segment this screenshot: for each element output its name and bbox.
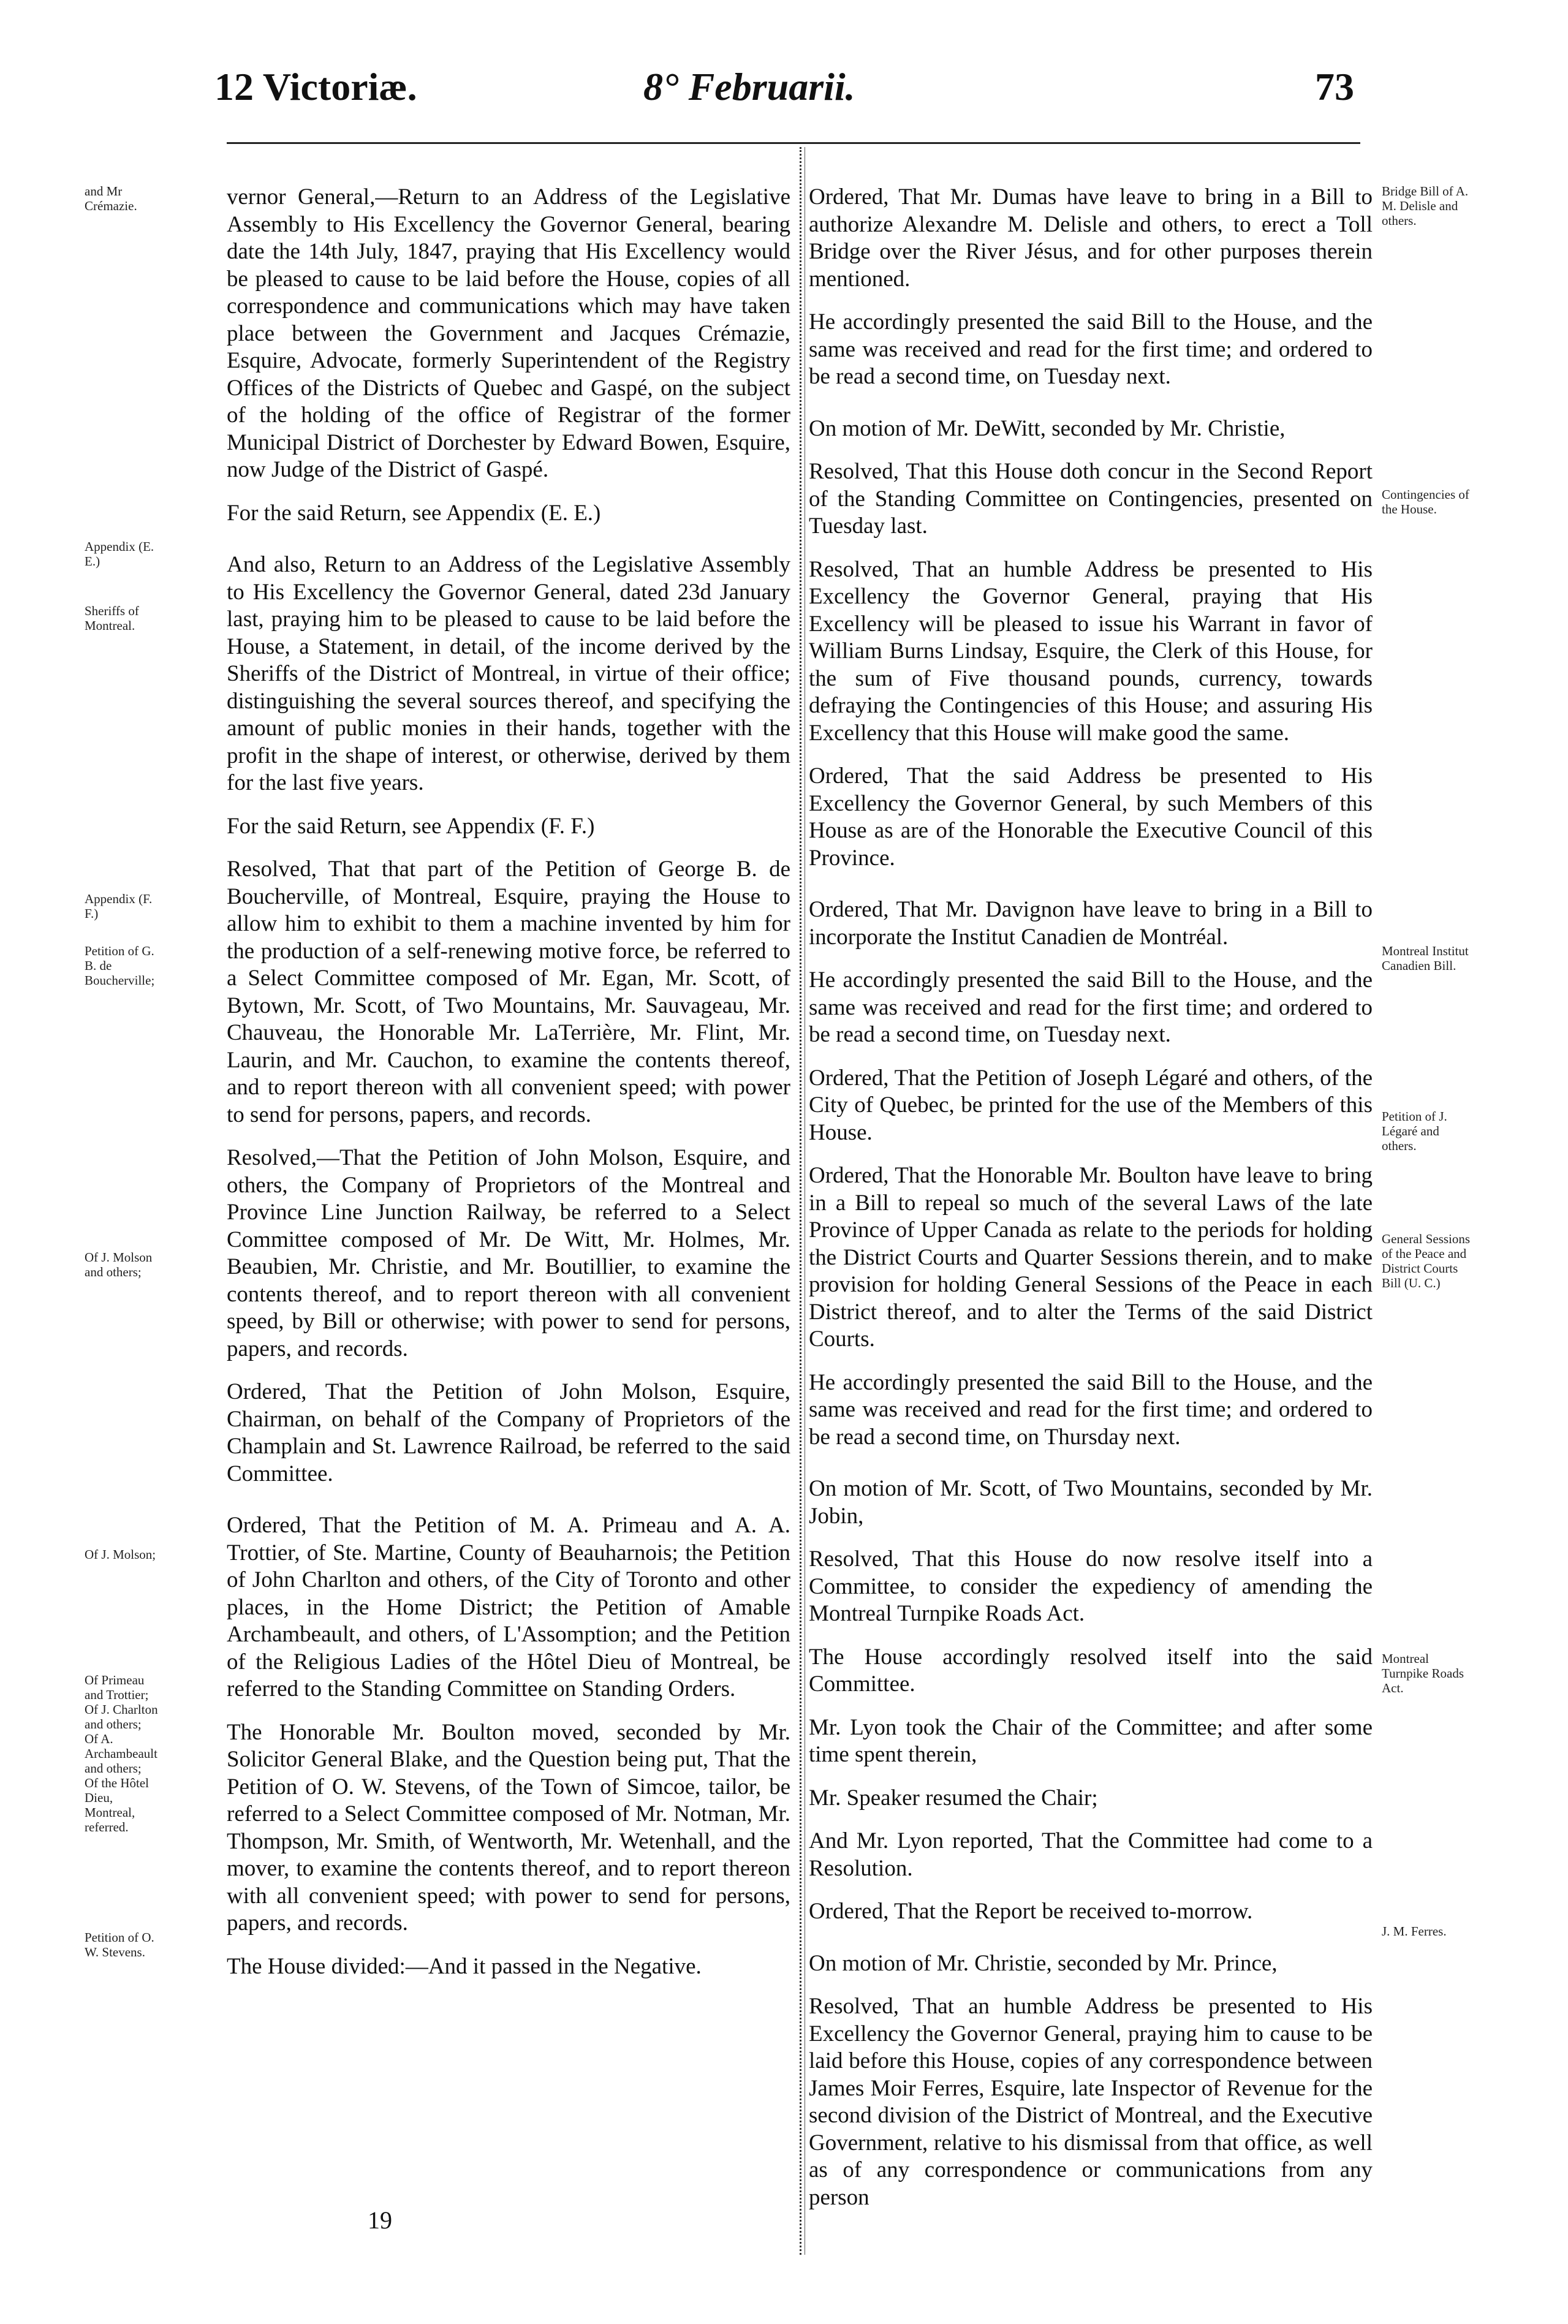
paragraph: vernor General,—Return to an Address of the Legislative Assembly to His Excellency the Governor General, bearing date the 14th July, 1847, praying that His Excellency would be pleased to cause to be laid before the House, copies of all correspondence and communications which may have taken place between the Government and Jacques Crémazie, Esquire, Advocate, formerly Superintendent of the Registry Offices of the Districts of Quebec and Gaspé, on the subject of the holding of the office of Registrar of the former Municipal District of Dorchester by Edward Bowen, Esquire, now Judge of the District of Gaspé. (227, 184, 790, 482)
paragraph: And Mr. Lyon reported, That the Committee had come to a Resolution. (809, 1828, 1373, 1881)
paragraph: The House accordingly resolved itself into the said Committee. (809, 1644, 1373, 1697)
paragraph: He accordingly presented the said Bill to the House, and the same was received and read for the first time; and ordered to be read a second time, on Tuesday next. (809, 309, 1373, 389)
margin-note: Contingencies of the House. (1382, 487, 1469, 517)
paragraph: Resolved, That this House do now resolve itself into a Committee, to consider the expediency of amending the Montreal Turnpike Roads Act. (809, 1546, 1373, 1626)
paragraph: Mr. Lyon took the Chair of the Committee; and after some time spent therein, (809, 1714, 1373, 1767)
header-rule (227, 142, 1360, 144)
paragraph: Ordered, That the Petition of John Molson, Esquire, Chairman, on behalf of the Company of Proprietors of the Champlain and St. Lawrence Railroad, be referred to the said Committee. (227, 1379, 790, 1486)
running-title-left: 12 Victoriæ. (214, 65, 417, 108)
margin-note: Petition of G. B. de Boucherville; (85, 944, 155, 988)
margin-note: Of J. Molson; (85, 1547, 156, 1562)
margin-note: J. M. Ferres. (1382, 1924, 1447, 1939)
paragraph: On motion of Mr. Christie, seconded by Mr. Prince, (809, 1950, 1278, 1976)
paragraph: Ordered, That the Petition of Joseph Légaré and others, of the City of Quebec, be printed for the use of the Members of this House. (809, 1065, 1373, 1145)
margin-note: Montreal Institut Canadien Bill. (1382, 944, 1469, 973)
paragraph: Ordered, That the Honorable Mr. Boulton have leave to bring in a Bill to repeal so much of the several Laws of the late Province of Upper Canada as relate to the periods for holding the District Courts and Quarter Sessions therein, and to make provision for holding General Sessions of the Peace in each District thereof, and to alter the Terms of the said District Courts. (809, 1163, 1373, 1352)
paragraph: And also, Return to an Address of the Legislative Assembly to His Excellency the Governor General, dated 23d January last, praying him to be pleased to cause to be laid before the House, a Statement, in detail, of the income derived by the Sheriffs of the District of Montreal, in virtue of their office; distinguishing the several sources thereof, and specifying the amount of public monies in their hands, together with the profit in the shape of interest, or otherwise, derived by them for the last five years. (227, 552, 790, 795)
paragraph: Resolved, That an humble Address be presented to His Excellency the Governor General, praying him to cause to be laid before this House, copies of any correspondence between James Moir Ferres, Esquire, late Inspector of Revenue for the second division of the District of Montreal, and the Executive Government, relative to his dismissal from that office, as well as of any correspondence or communications from any person (809, 1994, 1373, 2210)
margin-note: Petition of J. Légaré and others. (1382, 1109, 1447, 1153)
paragraph: The House divided:—And it passed in the Negative. (227, 1953, 702, 1979)
paragraph: Resolved, That this House doth concur in the Second Report of the Standing Committee on Contingencies, presented on Tuesday last. (809, 459, 1373, 539)
margin-note: Bridge Bill of A. M. Delisle and others. (1382, 184, 1469, 228)
paragraph: Ordered, That the Petition of M. A. Primeau and A. A. Trottier, of Ste. Martine, County of Beauharnois; the Petition of John Charlton and others, of the City of Toronto and other places, in the Home District; the Petition of Amable Archambeault, and others, of L'Assomption; and the Petition of the Religious Ladies of the Hôtel Dieu of Montreal, be referred to the Standing Committee on Standing Orders. (227, 1513, 790, 1701)
paragraph: For the said Return, see Appendix (E. E.) (227, 500, 601, 526)
paragraph: Resolved, That that part of the Petition of George B. de Boucherville, of Montreal, Esquire, praying the House to allow him to exhibit to them a machine invented by him for the production of a self-renewing motive force, be referred to a Select Committee composed of Mr. Egan, Mr. Scott, of Bytown, Mr. Scott, of Two Mountains, Mr. Sauvageau, Mr. Chauveau, the Honorable Mr. LaTerrière, Mr. Flint, Mr. Laurin, and Mr. Cauchon, to examine the contents thereof, and to report thereon with all convenient speed; with power to send for persons, papers, and records. (227, 857, 790, 1127)
paragraph: On motion of Mr. DeWitt, seconded by Mr. Christie, (809, 415, 1286, 441)
paragraph: For the said Return, see Appendix (F. F.) (227, 813, 595, 839)
margin-note: General Sessions of the Peace and District Courts Bill (U. C.) (1382, 1232, 1471, 1290)
margin-note: Appendix (F. F.) (85, 891, 153, 921)
margin-note: Appendix (E. E.) (85, 539, 154, 569)
paragraph: He accordingly presented the said Bill to the House, and the same was received and read for the first time; and ordered to be read a second time, on Thursday next. (809, 1369, 1373, 1450)
paragraph: Ordered, That the Report be received to-morrow. (809, 1899, 1253, 1924)
margin-note: Of Primeau and Trottier; Of J. Charlton and others; Of A. Archambeault and others; Of the Hôtel Dieu, Montreal, referred. (85, 1673, 158, 1834)
left-column (227, 184, 790, 1996)
paragraph: Mr. Speaker resumed the Chair; (809, 1785, 1098, 1811)
margin-note: Montreal Turnpike Roads Act. (1382, 1651, 1464, 1695)
running-title-date: 8° Februarii. (643, 65, 855, 108)
page-number: 73 (1315, 65, 1354, 108)
paragraph: Ordered, That the said Address be presented to His Excellency the Governor General, by such Members of this House as are of the Honorable the Executive Council of this Province. (809, 763, 1373, 871)
paragraph: The Honorable Mr. Boulton moved, seconded by Mr. Solicitor General Blake, and the Question being put, That the Petition of O. W. Stevens, of the Town of Simcoe, tailor, be referred to a Select Committee composed of Mr. Notman, Mr. Thompson, Mr. Smith, of Wentworth, Mr. Wetenhall, and the mover, to examine the contents thereof, and to report thereon with all convenient speed; with power to send for persons, papers, and records. (227, 1719, 790, 1936)
paragraph: Ordered, That Mr. Dumas have leave to bring in a Bill to authorize Alexandre M. Delisle and others, to erect a Toll Bridge over the River Jésus, and for other purposes therein mentioned. (809, 184, 1373, 292)
margin-note: Sheriffs of Montreal. (85, 604, 139, 633)
paragraph: Resolved, That an humble Address be presented to His Excellency the Governor General, praying that His Excellency will be pleased to issue his Warrant in favor of William Burns Lindsay, Esquire, the Clerk of this House, for the sum of Five thousand pounds, currency, towards defraying the Contingencies of this House; and assuring His Excellency that this House will make good the same. (809, 556, 1373, 746)
paragraph: He accordingly presented the said Bill to the House, and the same was received and read for the first time; and ordered to be read a second time, on Tuesday next. (809, 967, 1373, 1047)
margin-note: Of J. Molson and others; (85, 1250, 153, 1279)
page-header (214, 64, 1354, 119)
signature-mark: 19 (368, 2206, 392, 2234)
margin-note: and Mr Crémazie. (85, 184, 137, 213)
margin-note: Petition of O. W. Stevens. (85, 1930, 154, 1959)
right-column (809, 184, 1373, 2227)
column-divider (800, 147, 801, 2255)
paragraph: Resolved,—That the Petition of John Molson, Esquire, and others, the Company of Proprietors of the Montreal and Province Line Junction Railway, be referred to a Select Committee composed of Mr. De Witt, Mr. Holmes, Mr. Beaubien, Mr. Christie, and Mr. Boutillier, to examine the contents thereof, and to report thereon with all convenient speed, by Bill or otherwise; with power to send for persons, papers, and records. (227, 1145, 790, 1361)
paragraph: Ordered, That Mr. Davignon have leave to bring in a Bill to incorporate the Institut Canadien de Montréal. (809, 897, 1373, 950)
paragraph: On motion of Mr. Scott, of Two Mountains, seconded by Mr. Jobin, (809, 1476, 1373, 1529)
